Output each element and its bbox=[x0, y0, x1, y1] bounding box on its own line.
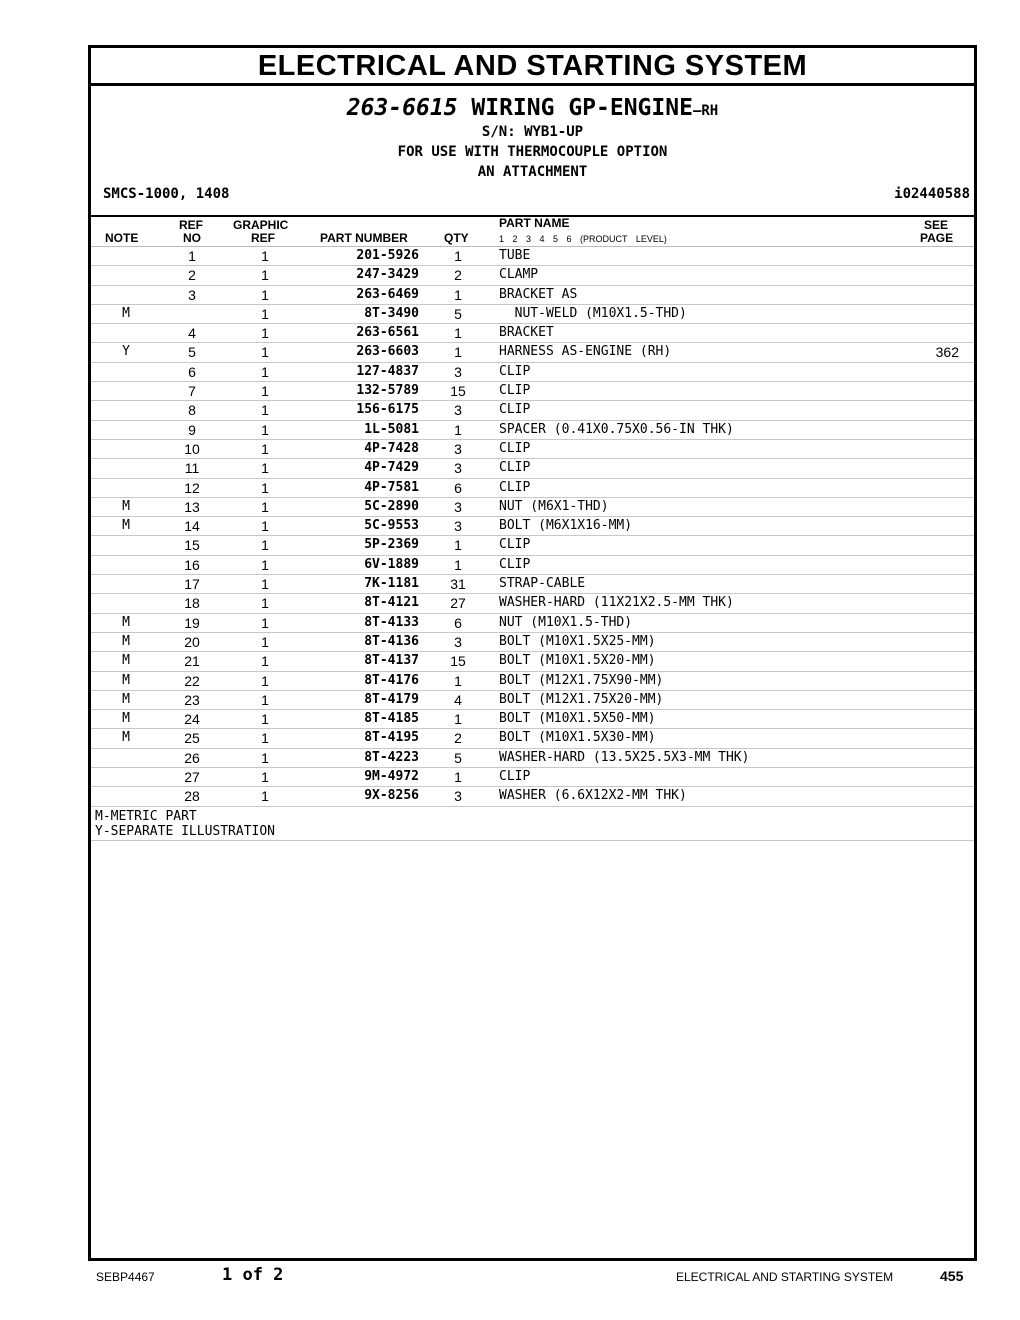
table-row bbox=[91, 498, 974, 517]
row-graphic-ref: 1 bbox=[261, 653, 269, 670]
row-part-number: 4P-7429 bbox=[364, 460, 419, 476]
col-part-name: PART NAME bbox=[499, 216, 570, 230]
col-note: NOTE bbox=[105, 231, 139, 245]
row-ref-no: 7 bbox=[188, 383, 196, 400]
row-part-number: 8T-4195 bbox=[364, 730, 419, 746]
table-row bbox=[91, 286, 974, 305]
illustration-id: i02440588 bbox=[894, 186, 970, 202]
note-metric: M-METRIC PART bbox=[95, 808, 197, 824]
row-part-name: CLIP bbox=[499, 479, 531, 495]
row-graphic-ref: 1 bbox=[261, 556, 269, 573]
row-graphic-ref: 1 bbox=[261, 460, 269, 477]
row-qty: 2 bbox=[454, 267, 462, 284]
table-row bbox=[91, 479, 974, 498]
row-ref-no: 22 bbox=[184, 672, 200, 689]
row-graphic-ref: 1 bbox=[261, 286, 269, 303]
row-part-name: BOLT (M12X1.75X90-MM) bbox=[499, 672, 664, 688]
table-row bbox=[91, 710, 974, 729]
row-part-number: 8T-4179 bbox=[364, 691, 419, 707]
table-row bbox=[91, 787, 974, 806]
usage-note: FOR USE WITH THERMOCOUPLE OPTION bbox=[397, 144, 668, 160]
row-graphic-ref: 1 bbox=[261, 498, 269, 515]
row-part-name: BOLT (M6X1X16-MM) bbox=[499, 518, 633, 534]
row-part-number: 9X-8256 bbox=[364, 788, 419, 804]
col-product-level: 1 2 3 4 5 6 (PRODUCT LEVEL) bbox=[499, 234, 667, 244]
col-see-bottom: PAGE bbox=[920, 231, 954, 245]
row-graphic-ref: 1 bbox=[261, 749, 269, 766]
table-row bbox=[91, 672, 974, 691]
row-part-name: BOLT (M10X1.5X30-MM) bbox=[499, 730, 656, 746]
row-qty: 1 bbox=[454, 286, 462, 303]
row-part-number: 263-6561 bbox=[356, 325, 419, 341]
row-qty: 1 bbox=[454, 537, 462, 554]
group-suffix: —RH bbox=[692, 103, 719, 119]
row-note: M bbox=[122, 518, 130, 534]
row-see-page: 362 bbox=[935, 344, 959, 361]
row-qty: 3 bbox=[454, 518, 462, 535]
row-part-name: NUT (M10X1.5-THD) bbox=[499, 614, 633, 630]
row-qty: 1 bbox=[454, 556, 462, 573]
row-ref-no: 25 bbox=[184, 730, 200, 747]
row-graphic-ref: 1 bbox=[261, 518, 269, 535]
row-note: M bbox=[122, 691, 130, 707]
row-part-name: CLIP bbox=[499, 537, 531, 553]
row-part-number: 5P-2369 bbox=[364, 537, 419, 553]
row-ref-no: 16 bbox=[184, 556, 200, 573]
row-qty: 1 bbox=[454, 344, 462, 361]
row-qty: 3 bbox=[454, 788, 462, 805]
row-part-name: WASHER-HARD (11X21X2.5-MM THK) bbox=[499, 595, 734, 611]
row-qty: 1 bbox=[454, 248, 462, 264]
row-graphic-ref: 1 bbox=[261, 344, 269, 361]
table-row bbox=[91, 517, 974, 536]
row-part-name: CLIP bbox=[499, 556, 531, 572]
row-ref-no: 5 bbox=[188, 344, 196, 361]
row-qty: 6 bbox=[454, 614, 462, 631]
row-graphic-ref: 1 bbox=[261, 672, 269, 689]
row-qty: 3 bbox=[454, 498, 462, 515]
row-part-name: BOLT (M12X1.75X20-MM) bbox=[499, 691, 664, 707]
table-row bbox=[91, 440, 974, 459]
table-row bbox=[91, 633, 974, 652]
row-part-number: 8T-4121 bbox=[364, 595, 419, 611]
row-graphic-ref: 1 bbox=[261, 769, 269, 786]
row-graphic-ref: 1 bbox=[261, 576, 269, 593]
row-part-name: WASHER (6.6X12X2-MM THK) bbox=[499, 788, 687, 804]
notes-legend bbox=[91, 807, 974, 841]
table-row bbox=[91, 247, 974, 266]
row-qty: 3 bbox=[454, 402, 462, 419]
row-part-number: 5C-2890 bbox=[364, 498, 419, 514]
row-graphic-ref: 1 bbox=[261, 440, 269, 457]
row-ref-no: 2 bbox=[188, 267, 196, 284]
table-row bbox=[91, 324, 974, 343]
footer-page-of: 1 of 2 bbox=[222, 1265, 284, 1285]
footer-page-number: 455 bbox=[940, 1268, 964, 1284]
page-frame bbox=[88, 45, 977, 1261]
parts-table bbox=[91, 247, 974, 807]
row-graphic-ref: 1 bbox=[261, 788, 269, 805]
row-part-number: 263-6469 bbox=[356, 286, 419, 302]
row-note: Y bbox=[122, 344, 130, 360]
col-graphic-top: GRAPHIC bbox=[233, 218, 289, 232]
row-part-number: 7K-1181 bbox=[364, 576, 419, 592]
table-row bbox=[91, 343, 974, 362]
row-part-number: 8T-4136 bbox=[364, 633, 419, 649]
column-headers bbox=[91, 217, 974, 247]
row-part-name: CLAMP bbox=[499, 267, 539, 283]
row-note: M bbox=[122, 730, 130, 746]
row-ref-no: 21 bbox=[184, 653, 200, 670]
note-separate-illustration: Y-SEPARATE ILLUSTRATION bbox=[95, 823, 276, 839]
row-qty: 27 bbox=[450, 595, 466, 612]
table-row bbox=[91, 382, 974, 401]
col-qty: QTY bbox=[444, 231, 469, 245]
group-header bbox=[91, 86, 974, 217]
row-ref-no: 3 bbox=[188, 286, 196, 303]
row-ref-no: 15 bbox=[184, 537, 200, 554]
row-ref-no: 18 bbox=[184, 595, 200, 612]
table-row bbox=[91, 401, 974, 420]
group-title bbox=[91, 94, 974, 125]
row-qty: 2 bbox=[454, 730, 462, 747]
footer-doc-id: SEBP4467 bbox=[96, 1270, 155, 1284]
table-row bbox=[91, 749, 974, 768]
row-part-number: 8T-4133 bbox=[364, 614, 419, 630]
row-graphic-ref: 1 bbox=[261, 402, 269, 419]
table-row bbox=[91, 536, 974, 555]
row-part-number: 8T-3490 bbox=[364, 305, 419, 321]
row-part-name: BOLT (M10X1.5X50-MM) bbox=[499, 711, 656, 727]
row-ref-no: 28 bbox=[184, 788, 200, 805]
section-title: ELECTRICAL AND STARTING SYSTEM bbox=[91, 48, 974, 86]
table-row bbox=[91, 363, 974, 382]
row-graphic-ref: 1 bbox=[261, 267, 269, 284]
row-ref-no: 27 bbox=[184, 769, 200, 786]
row-qty: 31 bbox=[450, 576, 466, 593]
row-part-name: NUT (M6X1-THD) bbox=[499, 498, 609, 514]
row-graphic-ref: 1 bbox=[261, 614, 269, 631]
row-qty: 1 bbox=[454, 325, 462, 342]
row-graphic-ref: 1 bbox=[261, 325, 269, 342]
row-graphic-ref: 1 bbox=[261, 595, 269, 612]
row-part-number: 8T-4137 bbox=[364, 653, 419, 669]
table-row bbox=[91, 459, 974, 478]
row-ref-no: 8 bbox=[188, 402, 196, 419]
row-graphic-ref: 1 bbox=[261, 691, 269, 708]
row-part-name: HARNESS AS-ENGINE (RH) bbox=[499, 344, 672, 360]
table-row bbox=[91, 594, 974, 613]
row-part-number: 127-4837 bbox=[356, 363, 419, 379]
row-note: M bbox=[122, 498, 130, 514]
row-ref-no: 23 bbox=[184, 691, 200, 708]
row-qty: 3 bbox=[454, 363, 462, 380]
row-part-name: CLIP bbox=[499, 440, 531, 456]
row-part-name: BOLT (M10X1.5X20-MM) bbox=[499, 653, 656, 669]
row-part-name: CLIP bbox=[499, 460, 531, 476]
col-ref-bottom: NO bbox=[183, 231, 201, 245]
row-ref-no: 26 bbox=[184, 749, 200, 766]
row-qty: 15 bbox=[450, 653, 466, 670]
row-ref-no: 10 bbox=[184, 440, 200, 457]
row-part-name: BRACKET AS bbox=[499, 286, 578, 302]
row-part-number: 6V-1889 bbox=[364, 556, 419, 572]
row-graphic-ref: 1 bbox=[261, 363, 269, 380]
row-qty: 3 bbox=[454, 440, 462, 457]
smcs-codes: SMCS-1000, 1408 bbox=[103, 186, 230, 202]
table-row bbox=[91, 652, 974, 671]
row-note: M bbox=[122, 633, 130, 649]
row-part-number: 8T-4176 bbox=[364, 672, 419, 688]
row-ref-no: 19 bbox=[184, 614, 200, 631]
row-graphic-ref: 1 bbox=[261, 730, 269, 747]
row-part-name: WASHER-HARD (13.5X25.5X3-MM THK) bbox=[499, 749, 750, 765]
row-qty: 5 bbox=[454, 749, 462, 766]
serial-range: S/N: WYB1-UP bbox=[481, 124, 584, 140]
row-qty: 15 bbox=[450, 383, 466, 400]
row-qty: 1 bbox=[454, 672, 462, 689]
row-ref-no: 17 bbox=[184, 576, 200, 593]
row-part-number: 247-3429 bbox=[356, 267, 419, 283]
row-part-number: 4P-7428 bbox=[364, 440, 419, 456]
row-part-number: 4P-7581 bbox=[364, 479, 419, 495]
row-graphic-ref: 1 bbox=[261, 479, 269, 496]
table-row bbox=[91, 266, 974, 285]
row-ref-no: 13 bbox=[184, 498, 200, 515]
table-row bbox=[91, 768, 974, 787]
row-part-name: SPACER (0.41X0.75X0.56-IN THK) bbox=[499, 421, 734, 437]
row-part-name: TUBE bbox=[499, 248, 531, 263]
row-note: M bbox=[122, 614, 130, 630]
row-ref-no: 24 bbox=[184, 711, 200, 728]
col-part-number: PART NUMBER bbox=[320, 231, 408, 245]
row-qty: 3 bbox=[454, 460, 462, 477]
row-ref-no: 6 bbox=[188, 363, 196, 380]
row-part-name: CLIP bbox=[499, 402, 531, 418]
row-part-name: NUT-WELD (M10X1.5-THD) bbox=[499, 305, 687, 321]
row-part-number: 156-6175 bbox=[356, 402, 419, 418]
group-number: 263-6615 bbox=[346, 95, 458, 121]
row-graphic-ref: 1 bbox=[261, 305, 269, 322]
table-row bbox=[91, 691, 974, 710]
row-part-number: 8T-4185 bbox=[364, 711, 419, 727]
row-graphic-ref: 1 bbox=[261, 383, 269, 400]
row-qty: 1 bbox=[454, 769, 462, 786]
row-qty: 3 bbox=[454, 633, 462, 650]
row-qty: 5 bbox=[454, 305, 462, 322]
row-ref-no: 14 bbox=[184, 518, 200, 535]
row-part-number: 1L-5081 bbox=[364, 421, 419, 437]
row-part-number: 201-5926 bbox=[356, 248, 419, 263]
row-graphic-ref: 1 bbox=[261, 537, 269, 554]
row-part-name: CLIP bbox=[499, 769, 531, 785]
row-graphic-ref: 1 bbox=[261, 633, 269, 650]
row-part-name: BOLT (M10X1.5X25-MM) bbox=[499, 633, 656, 649]
row-ref-no: 4 bbox=[188, 325, 196, 342]
row-part-number: 132-5789 bbox=[356, 383, 419, 399]
table-row bbox=[91, 556, 974, 575]
footer-section: ELECTRICAL AND STARTING SYSTEM bbox=[676, 1270, 894, 1284]
row-qty: 1 bbox=[454, 421, 462, 438]
row-part-name: STRAP-CABLE bbox=[499, 576, 586, 592]
row-graphic-ref: 1 bbox=[261, 711, 269, 728]
row-qty: 6 bbox=[454, 479, 462, 496]
row-ref-no: 1 bbox=[188, 248, 196, 264]
row-graphic-ref: 1 bbox=[261, 248, 269, 264]
row-part-number: 5C-9553 bbox=[364, 518, 419, 534]
row-qty: 1 bbox=[454, 711, 462, 728]
col-see-top: SEE bbox=[924, 218, 949, 232]
row-ref-no: 9 bbox=[188, 421, 196, 438]
table-row bbox=[91, 575, 974, 594]
row-ref-no: 12 bbox=[184, 479, 200, 496]
row-note: M bbox=[122, 305, 130, 321]
attachment-note: AN ATTACHMENT bbox=[477, 164, 588, 180]
row-part-number: 263-6603 bbox=[356, 344, 419, 360]
row-graphic-ref: 1 bbox=[261, 421, 269, 438]
row-part-number: 9M-4972 bbox=[364, 769, 419, 785]
row-part-number: 8T-4223 bbox=[364, 749, 419, 765]
row-part-name: BRACKET bbox=[499, 325, 554, 341]
row-note: M bbox=[122, 672, 130, 688]
row-note: M bbox=[122, 711, 130, 727]
row-qty: 4 bbox=[454, 691, 462, 708]
row-ref-no: 20 bbox=[184, 633, 200, 650]
row-ref-no: 11 bbox=[184, 460, 200, 477]
row-part-name: CLIP bbox=[499, 363, 531, 379]
table-row bbox=[91, 421, 974, 440]
row-note: M bbox=[122, 653, 130, 669]
col-graphic-bottom: REF bbox=[251, 231, 275, 245]
col-ref-top: REF bbox=[179, 218, 203, 232]
row-part-name: CLIP bbox=[499, 383, 531, 399]
table-row bbox=[91, 305, 974, 324]
group-name: WIRING GP-ENGINE bbox=[471, 95, 693, 121]
table-row bbox=[91, 729, 974, 748]
table-row bbox=[91, 614, 974, 633]
